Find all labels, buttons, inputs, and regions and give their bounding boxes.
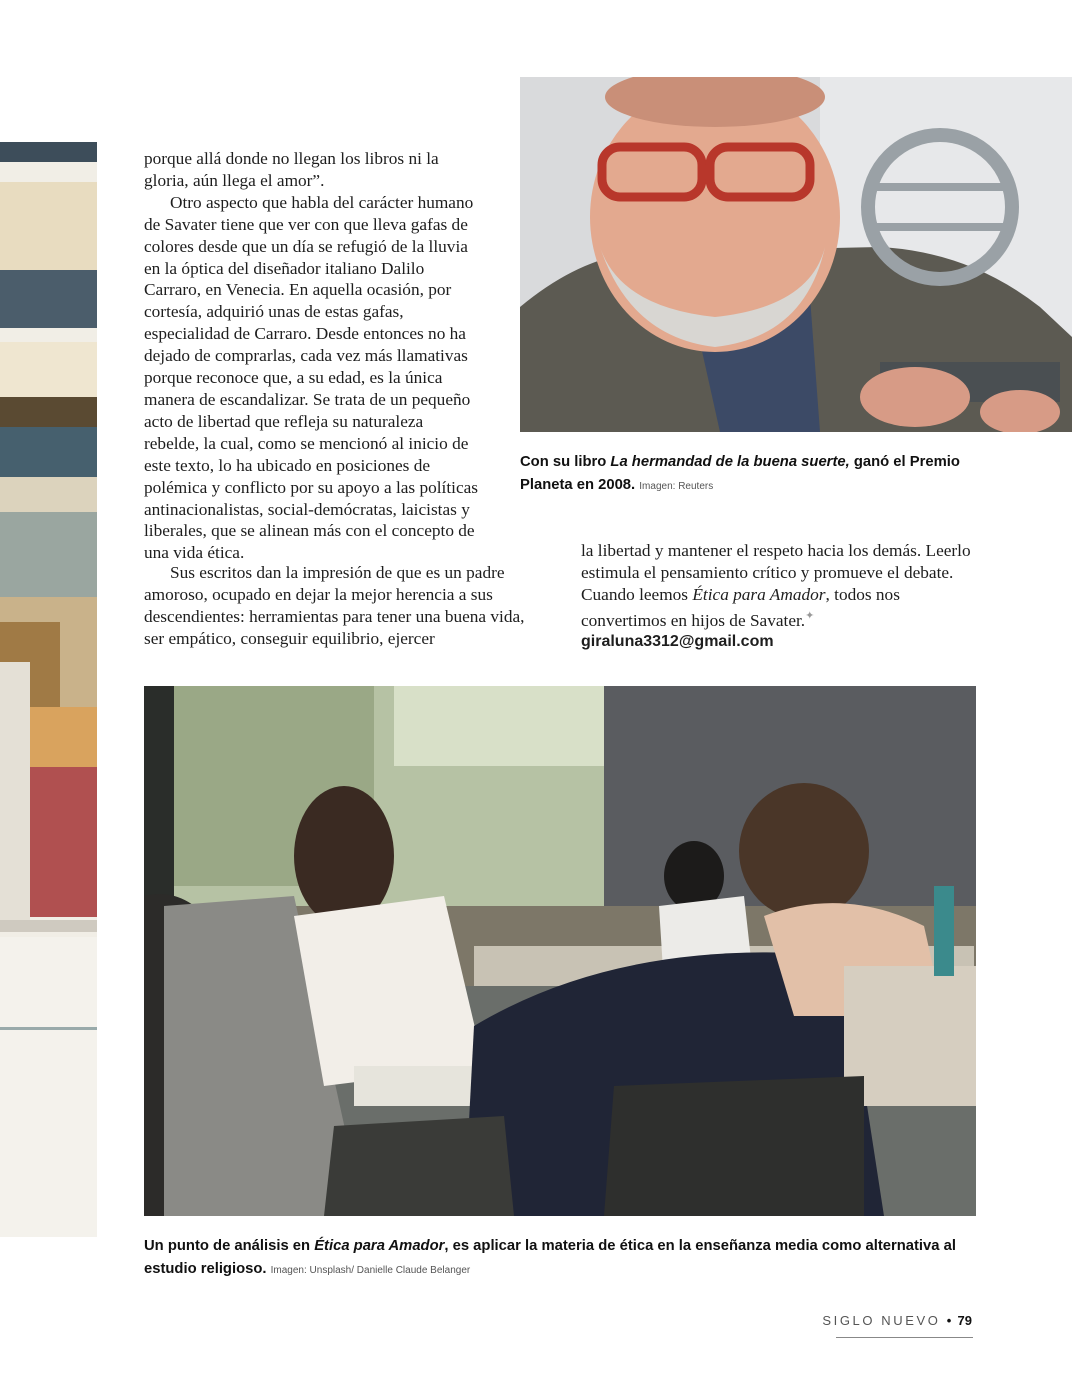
end-mark-icon: ✦: [805, 609, 815, 622]
folio-rule: [836, 1337, 973, 1338]
caption-text: ganó el Premio Planeta en 2008.: [520, 454, 960, 493]
article-paragraph: la libertad y mantener el respeto hacia los demás. Leerlo estimula el pensamiento crítico y promueve el debate. Cuando leemos Ética para Amador, todos nos convertimos en hijos de Savater.✦: [581, 541, 971, 630]
page-number: 79: [957, 1313, 972, 1328]
classroom-photo: [144, 686, 976, 1216]
article-column-left-continued: [144, 562, 538, 650]
photo-credit: Imagen: Unsplash/ Danielle Claude Belanger: [270, 1265, 471, 1276]
photo-caption-top: [520, 451, 990, 498]
left-edge-photo: [0, 142, 97, 1237]
caption-text: Un punto de análisis en: [144, 1238, 315, 1254]
caption-text: , es aplicar la materia de ética en la enseñanza media como alternativa al estudio religioso.: [144, 1238, 956, 1277]
article-paragraph: Otro aspecto que habla del carácter humano de Savater tiene que ver con que lleva gafas de colores desde que un día se refugió de la lluvia en la óptica del diseñador italiano Dalilo Carraro, en Venecia. En aquella ocasión, por cortesía, adquirió unas de estas gafas, especialidad de Carraro. Desde entonces no ha dejado de comprarlas, cada vez más llamativas porque reconoce que, a su edad, es la única manera de escandalizar. Se trata de un pequeño acto de libertad que refleja su naturaleza rebelde, la cual, como se mencionó al inicio de este texto, lo ha ubicado en posiciones de polémica y conflicto por su apoyo a las políticas antinacionalistas, social-demócratas, laicistas y liberales, que se alinean más con el concepto de una vida ética.: [144, 192, 479, 563]
magazine-name: SIGLO NUEVO: [822, 1313, 941, 1328]
page-folio: [822, 1313, 972, 1328]
article-paragraph: Sus escritos dan la impresión de que es un padre amoroso, ocupado en dejar la mejor herencia a sus descendientes: herramientas para tener una buena vida, ser empático, conseguir equilibrio, ejercer: [144, 563, 525, 648]
photo-credit: Imagen: Reuters: [639, 481, 714, 492]
caption-book-title: Ética para Amador: [314, 1238, 445, 1254]
article-paragraph: porque allá donde no llegan los libros ni la gloria, aún llega el amor”.: [144, 149, 439, 190]
author-email[interactable]: giraluna3312@gmail.com: [581, 633, 774, 651]
photo-caption-bottom: [144, 1235, 984, 1282]
book-title: Ética para Amador: [692, 584, 826, 604]
caption-book-title: La hermandad de la buena suerte,: [610, 454, 850, 470]
article-column-left: [144, 148, 478, 564]
savater-award-photo: [520, 77, 1072, 432]
caption-text: Con su libro: [520, 454, 611, 470]
folio-separator: •: [946, 1313, 952, 1328]
article-column-right: [581, 540, 973, 653]
